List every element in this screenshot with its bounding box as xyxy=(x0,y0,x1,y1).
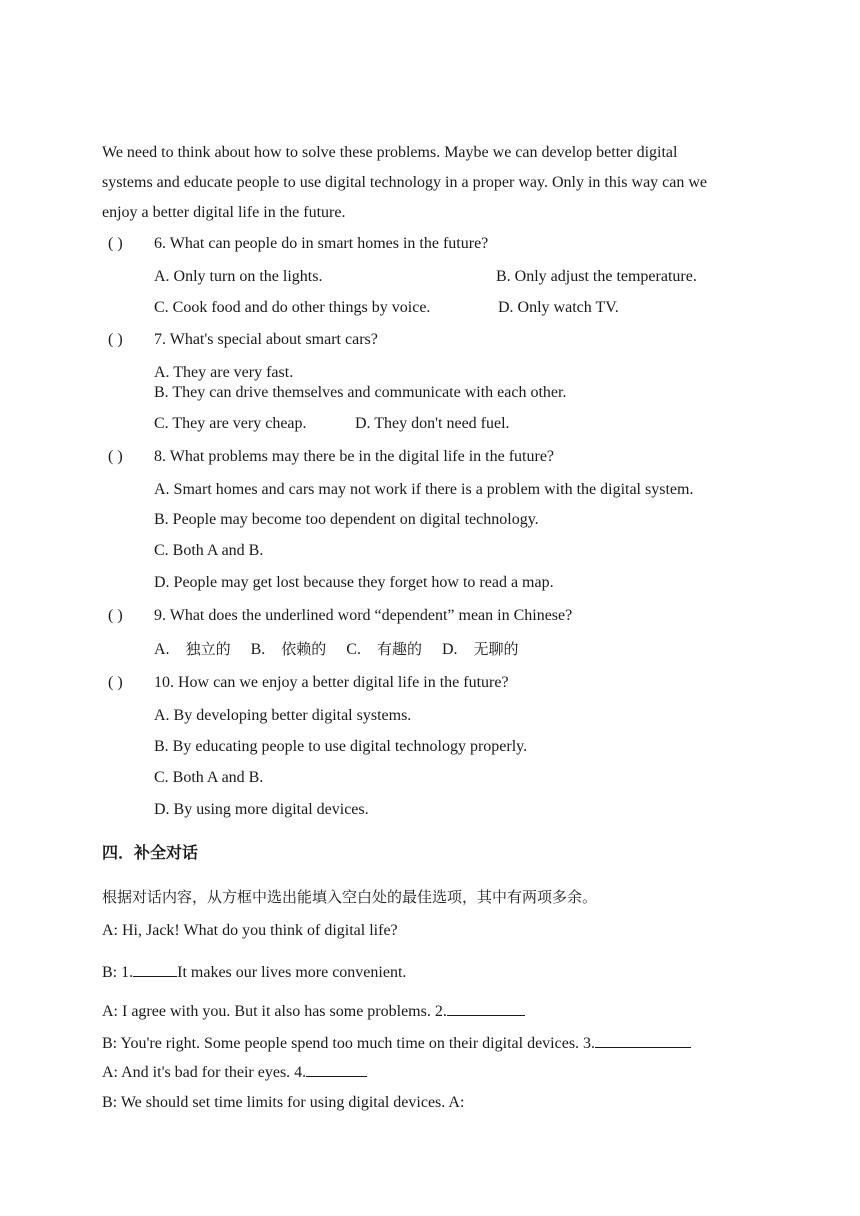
q7-option-b: B. They can drive themselves and communicate with each other. xyxy=(154,384,567,401)
answer-paren-7: ( ) xyxy=(108,331,123,348)
passage-line-1: We need to think about how to solve these problems. Maybe we can develop better digital xyxy=(102,144,678,161)
q7-option-d: D. They don't need fuel. xyxy=(355,415,510,432)
answer-paren-9: ( ) xyxy=(108,607,123,624)
q10-option-d: D. By using more digital devices. xyxy=(154,801,369,818)
answer-blank-3[interactable] xyxy=(595,1033,691,1048)
answer-blank-2[interactable] xyxy=(447,1001,525,1016)
dialogue-line-3: A: I agree with you. But it also has some problems. 2. xyxy=(102,1001,525,1022)
dialogue-line-1: A: Hi, Jack! What do you think of digital life? xyxy=(102,922,398,939)
q10-option-c: C. Both A and B. xyxy=(154,769,264,786)
q7-option-c: C. They are very cheap. xyxy=(154,415,307,432)
question-9: 9. What does the underlined word “dependent” mean in Chinese? xyxy=(154,607,573,624)
answer-paren-6: ( ) xyxy=(108,235,123,252)
q6-option-d: D. Only watch TV. xyxy=(498,299,619,316)
answer-blank-1[interactable] xyxy=(133,962,177,977)
dialogue-line-2: B: 1. It makes our lives more convenient. xyxy=(102,964,407,981)
dialogue-line-4: B: You're right. Some people spend too much time on their digital devices. 3. xyxy=(102,1033,691,1054)
q8-option-a: A. Smart homes and cars may not work if there is a problem with the digital system. xyxy=(154,481,694,498)
dialogue-line-6: B: We should set time limits for using digital devices. A: xyxy=(102,1094,465,1111)
passage-line-3: enjoy a better digital life in the future. xyxy=(102,204,346,221)
q6-option-a: A. Only turn on the lights. xyxy=(154,268,323,285)
answer-blank-4[interactable] xyxy=(306,1062,367,1077)
section-heading: 四．补全对话 xyxy=(102,843,199,862)
q9-options xyxy=(154,639,519,660)
question-8: 8. What problems may there be in the digital life in the future? xyxy=(154,448,555,465)
q9-option-b: B. 依赖的 xyxy=(250,640,327,658)
q7-option-a: A. They are very fast. xyxy=(154,364,294,381)
q6-option-c: C. Cook food and do other things by voice. xyxy=(154,299,431,316)
q10-option-b: B. By educating people to use digital technology properly. xyxy=(154,738,528,755)
q9-option-a: A. 独立的 xyxy=(154,640,231,658)
question-10: 10. How can we enjoy a better digital life in the future? xyxy=(154,674,509,691)
question-6: 6. What can people do in smart homes in the future? xyxy=(154,235,489,252)
dialogue-line-5: A: And it's bad for their eyes. 4. xyxy=(102,1062,367,1083)
section-instructions: 根据对话内容，从方框中选出能填入空白处的最佳选项，其中有两项多余。 xyxy=(102,888,598,906)
q8-option-c: C. Both A and B. xyxy=(154,542,264,559)
q6-option-b: B. Only adjust the temperature. xyxy=(496,268,697,285)
passage-line-2: systems and educate people to use digital technology in a proper way. Only in this way can we xyxy=(102,174,708,191)
q9-option-d: D. 无聊的 xyxy=(441,640,519,658)
answer-paren-10: ( ) xyxy=(108,674,123,691)
q8-option-d: D. People may get lost because they forget how to read a map. xyxy=(154,574,554,591)
question-7: 7. What's special about smart cars? xyxy=(154,331,378,348)
q8-option-b: B. People may become too dependent on digital technology. xyxy=(154,511,539,528)
q9-option-c: C. 有趣的 xyxy=(346,640,422,658)
answer-paren-8: ( ) xyxy=(108,448,123,465)
q10-option-a: A. By developing better digital systems. xyxy=(154,707,412,724)
